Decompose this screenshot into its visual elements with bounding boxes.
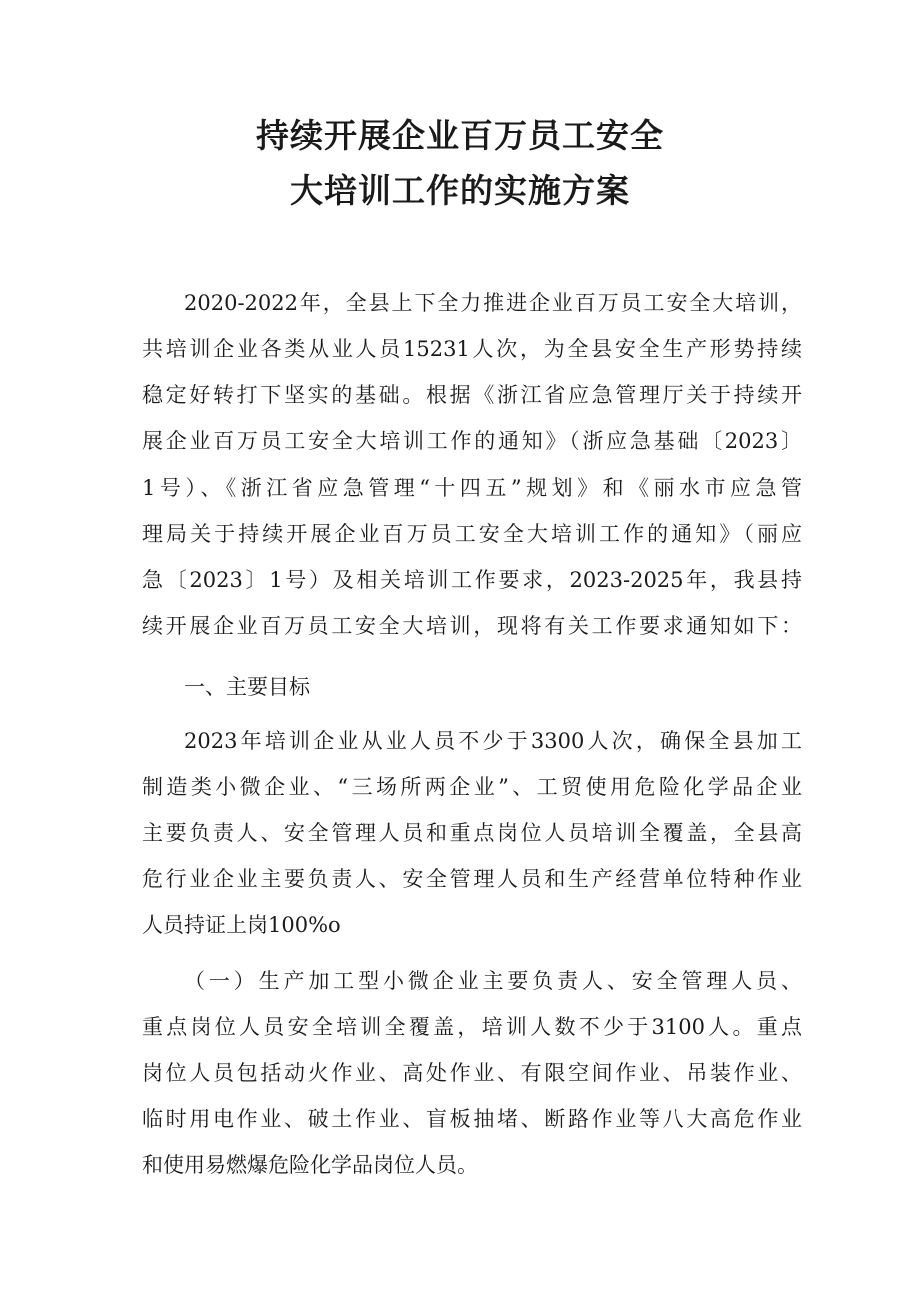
body-line: 和使用易燃爆危险化学品岗位人员。	[142, 1153, 478, 1177]
subsection-line: （一）生产加工型小微企业主要负责人、安全管理人员、	[184, 969, 802, 993]
body-line: 理局关于持续开展企业百万员工安全大培训工作的通知》（丽应	[142, 522, 802, 546]
body-line: 展企业百万员工安全大培训工作的通知》（浙应急基础〔2023〕	[142, 429, 802, 453]
section-heading: 一、主要目标	[184, 675, 310, 699]
body-line: 共培训企业各类从业人员15231人次，为全县安全生产形势持续	[142, 337, 802, 361]
body-line: 稳定好转打下坚实的基础。根据《浙江省应急管理厅关于持续开	[142, 383, 802, 407]
body-line: 2020-2022年，全县上下全力推进企业百万员工安全大培训，	[184, 291, 802, 315]
document-title-line-2: 大培训工作的实施方案	[290, 171, 630, 210]
body-line: 主要负责人、安全管理人员和重点岗位人员培训全覆盖，全县高	[142, 821, 802, 845]
body-line: 重点岗位人员安全培训全覆盖，培训人数不少于3100人。重点	[142, 1015, 802, 1039]
body-line: 危行业企业主要负责人、安全管理人员和生产经营单位特种作业	[142, 867, 802, 891]
body-line: 1号）、《浙江省应急管理“十四五”规划》和《丽水市应急管	[142, 476, 802, 500]
document-title-line-1: 持续开展企业百万员工安全	[256, 116, 664, 155]
body-line: 人员持证上岗100%o	[142, 913, 341, 937]
body-line: 续开展企业百万员工安全大培训，现将有关工作要求通知如下：	[142, 614, 802, 638]
body-line: 临时用电作业、破土作业、盲板抽堵、断路作业等八大高危作业	[142, 1107, 802, 1131]
body-line: 制造类小微企业、“三场所两企业”、工贸使用危险化学品企业	[142, 775, 802, 799]
body-line: 岗位人员包括动火作业、高处作业、有限空间作业、吊装作业、	[142, 1061, 802, 1085]
body-line: 2023年培训企业从业人员不少于3300人次，确保全县加工	[184, 729, 802, 753]
body-line: 急〔2023〕1号）及相关培训工作要求，2023-2025年，我县持	[142, 568, 802, 592]
